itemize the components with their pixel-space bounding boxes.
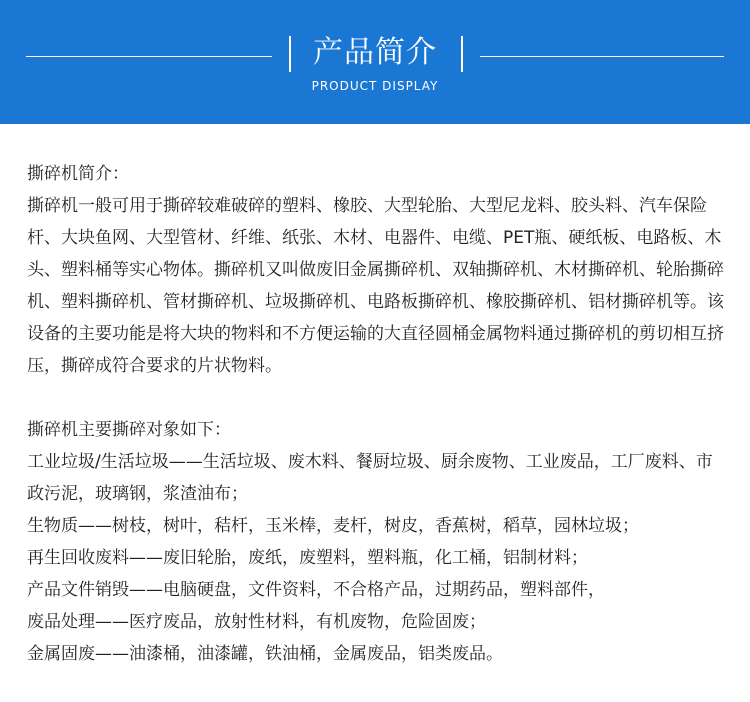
object-item-document-destruction: 产品文件销毁——电脑硬盘，文件资料，不合格产品，过期药品，塑料部件，: [27, 580, 605, 600]
title-bracket-left: [289, 36, 291, 72]
divider-left: [26, 56, 272, 57]
object-item-metal-waste: 金属固废——油漆桶，油漆罐，铁油桶，金属废品，铝类废品。: [27, 644, 503, 664]
object-item-industrial: 工业垃圾/生活垃圾——生活垃圾、废木料、餐厨垃圾、厨余废物、工业废品，工厂废料、市政污泥，玻璃钢，浆渣油布；: [27, 452, 713, 504]
divider-right: [480, 56, 724, 57]
object-item-recycling: 再生回收废料——废旧轮胎，废纸，废塑料，塑料瓶，化工桶，铝制材料；: [27, 548, 588, 568]
header-banner: [0, 0, 750, 124]
page-title: 产品简介: [313, 35, 437, 70]
title-bracket-right: [461, 36, 463, 72]
product-description: [27, 158, 727, 670]
object-item-biomass: 生物质——树枝，树叶，秸杆，玉米棒，麦杆，树皮，香蕉树，稻草，园林垃圾；: [27, 516, 639, 536]
object-item-waste-disposal: 废品处理——医疗废品，放射性材料，有机废物，危险固废；: [27, 612, 486, 632]
objects-heading: 撕碎机主要撕碎对象如下：: [27, 420, 231, 440]
intro-body: 撕碎机一般可用于撕碎较难破碎的塑料、橡胶、大型轮胎、大型尼龙料、胶头料、汽车保险杆、大块鱼网、大型管材、纤维、纸张、木材、电器件、电缆、PET瓶、硬纸板、电路板、木头、塑料桶等实心物体。撕碎机又叫做废旧金属撕碎机、双轴撕碎机、木材撕碎机、轮胎撕碎机、塑料撕碎机、管材撕碎机、垃圾撕碎机、电路板撕碎机、橡胶撕碎机、铝材撕碎机等。该设备的主要功能是将大块的物料和不方便运输的大直径圆桶金属物料通过撕碎机的剪切相互挤压，撕碎成符合要求的片状物料。: [27, 196, 724, 376]
intro-heading: 撕碎机简介：: [27, 164, 129, 184]
section-gap: [27, 382, 727, 414]
page-subtitle: PRODUCT DISPLAY: [311, 79, 439, 93]
